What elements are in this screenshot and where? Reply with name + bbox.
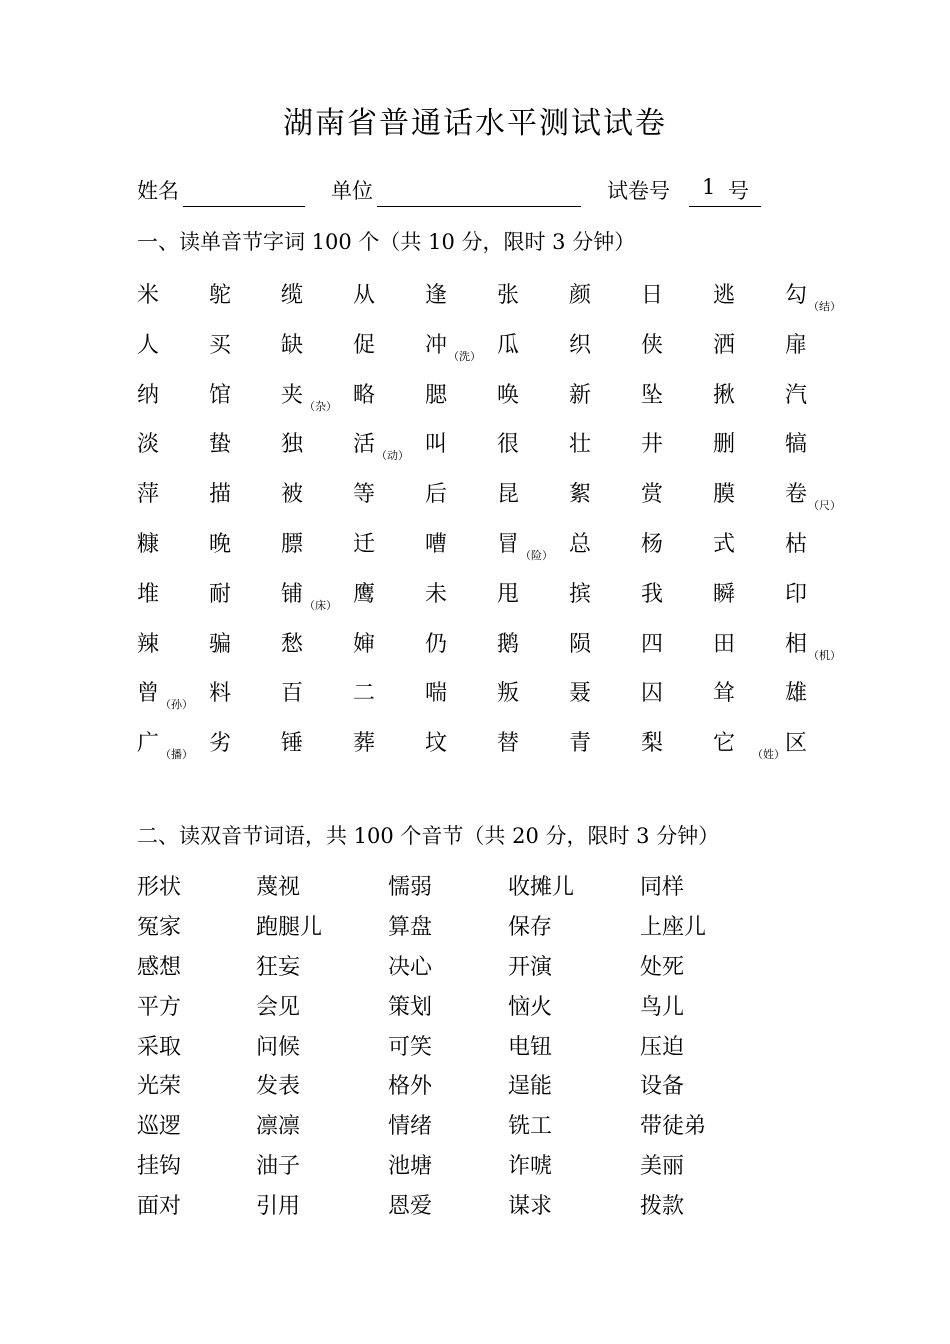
- char-cell: [281, 477, 303, 508]
- char-text: 卷: [785, 482, 808, 508]
- char-row: [137, 278, 857, 328]
- char-text: 促: [353, 332, 376, 358]
- char-text: 糠: [137, 531, 160, 557]
- char-cell: [209, 378, 231, 409]
- char-cell: [353, 427, 410, 463]
- char-note: （洗）: [448, 349, 482, 363]
- section1-grid: [137, 278, 857, 776]
- char-text: 洒: [713, 332, 736, 358]
- char-cell: [497, 676, 519, 707]
- char-text: 二: [353, 681, 376, 707]
- char-cell: [713, 676, 735, 707]
- char-cell: [209, 676, 231, 707]
- char-cell: [785, 577, 807, 608]
- word-cell: 同样: [640, 875, 685, 900]
- word-cell: 可笑: [388, 1034, 433, 1060]
- char-cell: [497, 278, 519, 309]
- word-cell: 谋求: [508, 1194, 553, 1220]
- word-cell: 逞能: [508, 1074, 553, 1100]
- char-cell: [641, 577, 663, 608]
- char-cell: [137, 378, 159, 409]
- char-cell: [569, 627, 591, 658]
- word-cell: 设备: [640, 1074, 685, 1100]
- word-cell: 面对: [137, 1194, 182, 1220]
- char-cell: [425, 577, 447, 608]
- exam-title: 湖南省普通话水平测试试卷: [283, 106, 667, 141]
- char-text: 人: [137, 332, 160, 358]
- word-row: [137, 1030, 837, 1070]
- char-text: 料: [209, 681, 232, 707]
- char-text: 未: [425, 581, 448, 607]
- word-cell: 感想: [137, 954, 182, 980]
- char-cell: [497, 477, 519, 508]
- char-cell: [713, 627, 735, 658]
- char-text: 式: [713, 531, 736, 557]
- char-text: 婶: [353, 631, 376, 657]
- char-cell: [209, 427, 231, 458]
- section2-heading: 二、读双音节词语，共 100 个音节（共 20 分，限时 3 分钟）: [137, 824, 720, 848]
- char-row: [137, 527, 857, 577]
- word-cell: 跑腿儿: [256, 914, 323, 940]
- word-cell: 采取: [137, 1034, 182, 1060]
- char-text: 田: [713, 631, 736, 657]
- char-text: 骗: [209, 631, 232, 657]
- char-cell: [281, 726, 303, 757]
- char-text: 摈: [569, 581, 592, 607]
- char-text: 很: [497, 432, 520, 458]
- char-text: 耐: [209, 581, 232, 607]
- char-text: 晚: [209, 531, 232, 557]
- char-note: （尺）: [808, 499, 842, 513]
- char-row: [137, 726, 857, 776]
- char-cell: [641, 627, 663, 658]
- char-text: 广: [137, 731, 160, 757]
- char-cell: [281, 627, 303, 658]
- char-cell: [209, 577, 231, 608]
- word-cell: 油子: [256, 1154, 301, 1180]
- char-cell: [425, 328, 482, 363]
- char-cell: [353, 577, 375, 608]
- word-cell: 形状: [137, 875, 182, 900]
- char-text: 仍: [425, 631, 448, 657]
- char-cell: [497, 427, 519, 458]
- char-text: 略: [353, 382, 376, 408]
- char-text: 蛰: [209, 432, 232, 458]
- char-cell: [353, 328, 375, 359]
- char-cell: [353, 278, 375, 309]
- word-cell: 恩爱: [388, 1194, 433, 1220]
- char-text: 缆: [281, 283, 304, 308]
- word-cell: 蔑视: [256, 875, 301, 900]
- char-text: 锤: [281, 731, 304, 757]
- char-cell: [713, 427, 735, 458]
- char-text: 铺: [281, 581, 304, 607]
- char-cell: [425, 427, 447, 458]
- char-text: 印: [785, 581, 808, 607]
- char-note: （床）: [304, 598, 338, 612]
- char-text: 迁: [353, 531, 376, 557]
- char-text: 淡: [137, 432, 160, 458]
- char-cell: [751, 726, 808, 762]
- unit-blank[interactable]: [377, 206, 581, 207]
- char-text: 聂: [569, 681, 592, 707]
- paper-number: 1: [702, 175, 716, 199]
- char-cell: [641, 726, 663, 757]
- word-cell: 铣工: [508, 1114, 553, 1140]
- char-text: 百: [281, 681, 304, 707]
- word-cell: 鸟儿: [640, 994, 685, 1020]
- word-cell: 收摊儿: [508, 875, 575, 900]
- char-text: 冒: [497, 531, 520, 557]
- char-cell: [425, 627, 447, 658]
- char-row: [137, 676, 857, 726]
- char-cell: [713, 577, 735, 608]
- char-text: 删: [713, 432, 736, 458]
- word-cell: 平方: [137, 994, 182, 1020]
- char-cell: [497, 378, 519, 409]
- char-text: 犒: [785, 432, 808, 458]
- word-cell: 诈唬: [508, 1154, 553, 1180]
- char-text: 替: [497, 731, 520, 757]
- char-text: 独: [281, 432, 304, 458]
- char-cell: [137, 278, 159, 309]
- char-text: 萍: [137, 482, 160, 508]
- char-cell: [137, 577, 159, 608]
- char-cell: [497, 527, 554, 562]
- char-text: 相: [785, 631, 808, 657]
- paper-number-line: [689, 206, 761, 207]
- char-cell: [569, 577, 591, 608]
- char-text: 愁: [281, 631, 304, 657]
- char-text: 米: [137, 283, 160, 308]
- char-text: 侠: [641, 332, 664, 358]
- word-cell: 带徒弟: [640, 1114, 707, 1140]
- word-cell: 池塘: [388, 1154, 433, 1180]
- char-cell: [713, 378, 735, 409]
- char-cell: [641, 278, 663, 309]
- word-cell: 拨款: [640, 1194, 685, 1220]
- char-cell: [641, 527, 663, 558]
- word-cell: 压迫: [640, 1034, 685, 1060]
- word-cell: 电钮: [508, 1034, 553, 1060]
- word-cell: 格外: [388, 1074, 433, 1100]
- char-text: 坟: [425, 731, 448, 757]
- char-cell: [425, 378, 447, 409]
- char-cell: [569, 328, 591, 359]
- char-text: 区: [785, 731, 808, 757]
- word-row: [137, 990, 837, 1030]
- char-cell: [137, 328, 159, 359]
- char-cell: [785, 527, 807, 558]
- char-text: 缺: [281, 332, 304, 358]
- char-text: 曾: [137, 681, 160, 707]
- char-cell: [569, 676, 591, 707]
- char-row: [137, 328, 857, 378]
- char-cell: [425, 726, 447, 757]
- char-cell: [353, 726, 375, 757]
- section2-grid: [137, 870, 837, 1229]
- char-cell: [353, 627, 375, 658]
- word-cell: 算盘: [388, 914, 433, 940]
- char-text: 赏: [641, 482, 664, 508]
- char-cell: [137, 527, 159, 558]
- char-text: 嘈: [425, 531, 448, 557]
- char-cell: [137, 477, 159, 508]
- char-cell: [785, 477, 842, 513]
- char-cell: [137, 676, 194, 712]
- char-cell: [785, 676, 807, 707]
- char-cell: [209, 627, 231, 658]
- char-text: 喘: [425, 681, 448, 707]
- char-text: 青: [569, 731, 592, 757]
- char-text: 买: [209, 332, 232, 358]
- char-cell: [497, 627, 519, 658]
- char-text: 汽: [785, 382, 808, 408]
- char-cell: [353, 676, 375, 707]
- char-cell: [497, 328, 519, 359]
- word-cell: 引用: [256, 1194, 301, 1220]
- char-text: 杨: [641, 531, 664, 557]
- char-text: 从: [353, 283, 376, 308]
- char-cell: [353, 477, 375, 508]
- char-cell: [281, 676, 303, 707]
- char-text: 甩: [497, 581, 520, 607]
- word-cell: 处死: [640, 954, 685, 980]
- char-text: 逃: [713, 283, 736, 308]
- char-cell: [137, 726, 194, 762]
- word-cell: 凛凛: [256, 1114, 301, 1140]
- char-cell: [569, 378, 591, 409]
- char-cell: [641, 676, 663, 707]
- char-cell: [425, 278, 447, 309]
- char-note: （孙）: [160, 698, 194, 712]
- candidate-info: [137, 175, 837, 209]
- section1-heading: 一、读单音节字词 100 个（共 10 分，限时 3 分钟）: [137, 230, 636, 254]
- char-text: 瞬: [713, 581, 736, 607]
- char-text: 梨: [641, 731, 664, 757]
- word-cell: 狂妄: [256, 954, 301, 980]
- char-cell: [641, 427, 663, 458]
- char-text: 四: [641, 631, 664, 657]
- char-note: （姓）: [752, 748, 785, 762]
- char-row: [137, 378, 857, 428]
- word-cell: 恼火: [508, 994, 553, 1020]
- char-cell: [209, 527, 231, 558]
- char-note: （杂）: [304, 399, 338, 413]
- char-cell: [713, 527, 735, 558]
- char-note: （机）: [808, 648, 842, 662]
- char-text: 雄: [785, 681, 808, 707]
- char-cell: [713, 477, 735, 508]
- word-row: [137, 1189, 837, 1229]
- char-text: 颜: [569, 283, 592, 308]
- char-text: 纳: [137, 382, 160, 408]
- char-cell: [785, 378, 807, 409]
- word-cell: 情绪: [388, 1114, 433, 1140]
- char-text: 井: [641, 432, 664, 458]
- char-text: 昆: [497, 482, 520, 508]
- char-text: 勾: [785, 283, 808, 308]
- char-cell: [569, 477, 591, 508]
- char-row: [137, 577, 857, 627]
- word-cell: 发表: [256, 1074, 301, 1100]
- word-cell: 决心: [388, 954, 433, 980]
- char-cell: [497, 726, 519, 757]
- char-cell: [713, 278, 735, 309]
- char-text: 膘: [281, 531, 304, 557]
- word-cell: 保存: [508, 914, 553, 940]
- char-text: 葬: [353, 731, 376, 757]
- char-cell: [785, 278, 842, 313]
- char-text: 叫: [425, 432, 448, 458]
- char-cell: [569, 278, 591, 309]
- char-text: 耸: [713, 681, 736, 707]
- word-cell: 光荣: [137, 1074, 182, 1100]
- word-row: [137, 1149, 837, 1189]
- char-cell: [641, 378, 663, 409]
- word-row: [137, 910, 837, 950]
- char-cell: [425, 676, 447, 707]
- char-text: 坠: [641, 382, 664, 408]
- word-cell: 上座儿: [640, 914, 707, 940]
- char-text: 鹰: [353, 581, 376, 607]
- char-text: 活: [353, 432, 376, 458]
- char-text: 壮: [569, 432, 592, 458]
- char-text: 鹅: [497, 631, 520, 657]
- char-cell: [785, 328, 807, 359]
- char-row: [137, 627, 857, 677]
- char-text: 唤: [497, 382, 520, 408]
- char-cell: [569, 527, 591, 558]
- char-cell: [425, 527, 447, 558]
- char-note: （播）: [160, 748, 194, 762]
- char-cell: [281, 378, 338, 413]
- char-text: 揪: [713, 382, 736, 408]
- char-text: 辣: [137, 631, 160, 657]
- char-row: [137, 427, 857, 477]
- char-text: 鸵: [209, 283, 232, 308]
- char-cell: [209, 477, 231, 508]
- char-cell: [281, 278, 303, 309]
- char-cell: [209, 726, 231, 757]
- name-label: 姓名: [137, 179, 179, 203]
- char-text: 扉: [785, 332, 808, 358]
- word-row: [137, 1109, 837, 1149]
- char-cell: [569, 726, 591, 757]
- char-text: 逢: [425, 283, 448, 308]
- char-cell: [281, 427, 303, 458]
- char-text: 我: [641, 581, 664, 607]
- word-cell: 策划: [388, 994, 433, 1020]
- char-text: 絮: [569, 482, 592, 508]
- char-text: 总: [569, 531, 592, 557]
- word-cell: 挂钩: [137, 1154, 182, 1180]
- char-cell: [209, 278, 231, 309]
- char-cell: [209, 328, 231, 359]
- char-text: 劣: [209, 731, 232, 757]
- char-note: （险）: [520, 548, 554, 562]
- char-cell: [641, 477, 663, 508]
- paper-suffix: 号: [728, 179, 749, 203]
- word-cell: 问候: [256, 1034, 301, 1060]
- char-text: 被: [281, 482, 304, 508]
- char-cell: [281, 577, 338, 612]
- char-text: 膜: [713, 482, 736, 508]
- char-text: 冲: [425, 332, 448, 358]
- name-blank[interactable]: [183, 206, 305, 207]
- char-cell: [569, 427, 591, 458]
- char-cell: [281, 527, 303, 558]
- paper-label: 试卷号: [607, 179, 670, 203]
- char-text: 陨: [569, 631, 592, 657]
- unit-label: 单位: [331, 179, 373, 203]
- word-cell: 冤家: [137, 914, 182, 940]
- char-text: 囚: [641, 681, 664, 707]
- char-text: 堆: [137, 581, 160, 607]
- word-row: [137, 950, 837, 990]
- char-text: 瓜: [497, 332, 520, 358]
- char-cell: [353, 378, 375, 409]
- char-text: 等: [353, 482, 376, 508]
- char-text: 新: [569, 382, 592, 408]
- char-cell: [353, 527, 375, 558]
- char-cell: [713, 328, 735, 359]
- char-text: 日: [641, 283, 664, 308]
- char-text: 叛: [497, 681, 520, 707]
- word-cell: 会见: [256, 994, 301, 1020]
- char-cell: [497, 577, 519, 608]
- char-text: 夹: [281, 382, 304, 408]
- char-cell: [137, 427, 159, 458]
- char-cell: [713, 726, 735, 757]
- char-cell: [785, 427, 807, 458]
- word-row: [137, 1069, 837, 1109]
- char-cell: [425, 477, 447, 508]
- word-cell: 美丽: [640, 1154, 685, 1180]
- char-cell: [641, 328, 663, 359]
- char-text: 织: [569, 332, 592, 358]
- word-cell: 巡逻: [137, 1114, 182, 1140]
- char-row: [137, 477, 857, 527]
- char-text: 馆: [209, 382, 232, 408]
- char-text: 张: [497, 283, 520, 308]
- char-cell: [281, 328, 303, 359]
- char-note: （动）: [376, 449, 410, 463]
- char-cell: [785, 627, 842, 662]
- word-row: [137, 870, 837, 910]
- char-text: 枯: [785, 531, 808, 557]
- char-text: 它: [713, 731, 736, 757]
- char-note: （结）: [808, 300, 842, 313]
- word-cell: 懦弱: [388, 875, 433, 900]
- word-cell: 开演: [508, 954, 553, 980]
- char-cell: [137, 627, 159, 658]
- char-text: 描: [209, 482, 232, 508]
- char-text: 腮: [425, 382, 448, 408]
- char-text: 后: [425, 482, 448, 508]
